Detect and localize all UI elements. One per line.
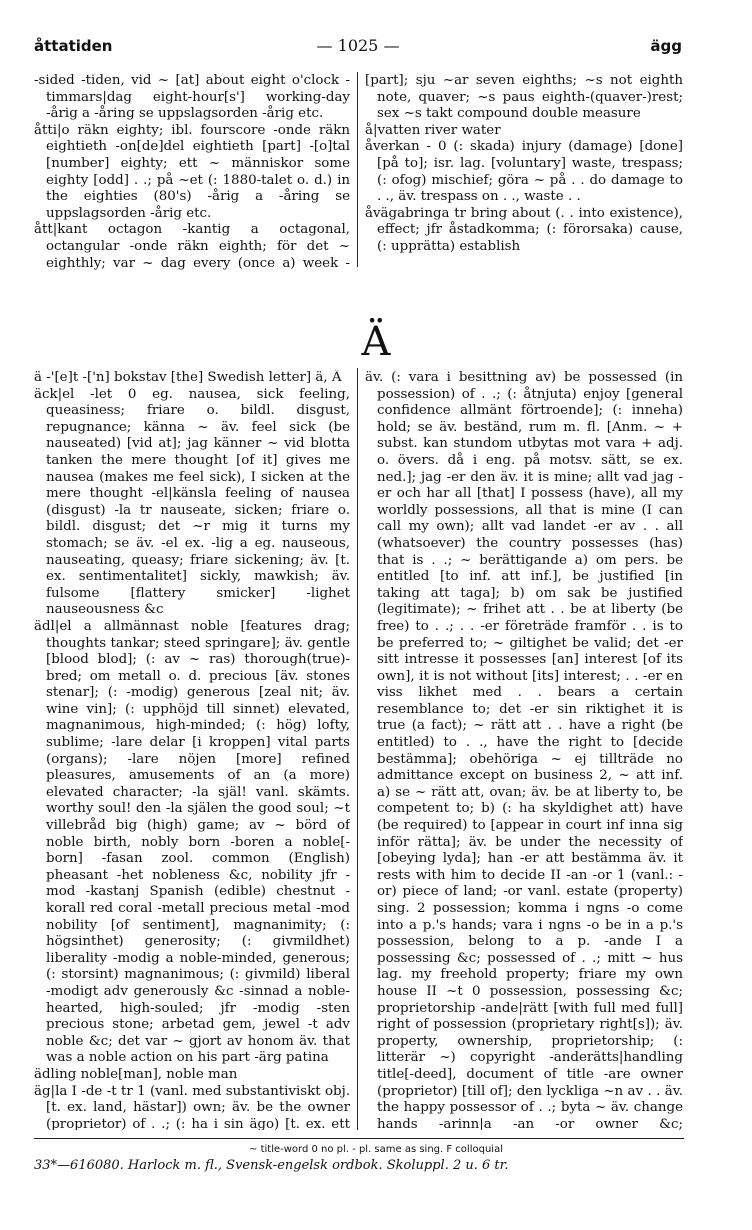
dictionary-entry: ått|kant octagon -kantig a octagonal, octangular -onde räkn eighth; för det ~ eighthly; var ~ dag every (once a) week - xyxy=(34,222,350,271)
header-left-guideword: åttatiden xyxy=(34,37,113,55)
bottom-right-column xyxy=(365,370,683,1130)
dictionary-entry: åverkan - 0 (: skada) injury (damage) [done] [på to]; isr. lag. [voluntary] waste, trespass; (: ofog) mischief; göra ~ på . . do damage to . ., äv. trespass on . ., waste . . xyxy=(365,139,683,205)
dictionary-entry: ädl|el a allmännast noble [features drag; thoughts tankar; steed springare]; äv. gentle [blood blod]; (: av ~ ras) thorough(true)-bred; om metall o. d. precious [äv. stones stenar]; (: -modig) generous [zeal nit; äv. wine vin]; (: upphöjd till sinnet) elevated, magnanimous, high-minded; (: hög) lofty, sublime; -lare delar [i kroppen] vital parts (organs); -lare nöjen [more] refined pleasures, amusements of an (a more) elevated character; -la själ! vanl. skämts. worthy soul! den -la själen the good soul; ~t villebråd big (high) game; av ~ börd of noble birth, nobly born -boren a noble[-born] -fasan zool. common (English) pheasant -het nobleness &c, nobility jfr -mod -kastanj Spanish (edible) chestnut -korall red coral -metall precious metal -mod nobility [of sentiment], magnanimity; (: högsinthet) generosity; (: givmildhet) liberality -modig a noble-minded, generous; (: storsint) magnanimous; (: givmild) liberal -modigt adv generously &c -sinnad a noble-hearted, high-souled; jfr -modig -sten precious stone; arbetad gem, jewel -t adv noble &c; det var ~ gjort av honom äv. that was a noble action on his part -ärg patina xyxy=(34,618,350,1066)
page-header xyxy=(34,38,682,60)
dictionary-entry: -sided -tiden, vid ~ [at] about eight o'clock -timmars|dag eight-hour[s'] working-day -årig a -åring se uppslagsorden -årig etc. xyxy=(34,73,350,122)
dictionary-entry: äv. (: vara i besittning av) be possessed (in possession) of . .; (: åtnjuta) enjoy [general confidence allmänt förtroende]; (: inneha) hold; se äv. beständ, rum m. fl. [Anm. ~ + subst. kan stundom utbytas mot vara + adj. o. övers. då i eng. på motsv. sätt, se ex. ned.]; jag -er den äv. it is mine; allt vad jag -er och har all [that] I possess (have), all my worldly possessions, all that is mine (I can call my own); allt vad landet -er av . . all (whatsoever) the country possesses (has) that is . .; ~ berättigande a) om pers. be entitled [to inf. att inf.], be justified [in taking att taga]; b) om sak be justified (legitimate); ~ frihet att . . be at liberty (be free) to . .; . . -er företräde framför . . is to be preferred to; ~ giltighet be valid; det -er sitt intresse it possesses [an] interest [of its own], it is not without [its] interest; . . -er en viss likhet med . . bears a certain resemblance to; det -er sin riktighet it is true (a fact); ~ rätt att . . have a right (be entitled) to . ., have the right to [decide bestämma]; obehöriga ~ ej tillträde no admittance except on business 2, ~ att inf. a) se ~ rätt att, ovan; äv. be at liberty to, be competent to; b) (: ha skyldighet att) have (be required) to [appear in court inf inna sig inför rätta]; äv. be under the necessity of [obeying lyda]; han -er att bestämma äv. it rests with him to decide II -an -or 1 (vanl.: -or) piece of land; -or vanl. estate (property) sing. 2 possession; komma i ngns -o come into a p.'s hands; vara i ngns -o be in a p.'s possession, belong to a p. -ande I a possessing &c; possessed of . .; mitt ~ hus lag. my freehold property; friare my own house II ~t 0 possession, possessing &c; proprietorship -ande|rätt [with full med full] right of possession (proprietary right[s]); äv. property, ownership, proprietorship; (: litterär ~) copyright -anderätts|handling title[-deed], document of title -are owner (proprietor) [till of]; den lyckliga ~n av . . äv. the happy possessor of . .; byta ~ äv. change hands -arinn|a -an -or owner &c; xyxy=(365,370,683,1130)
footer-rule xyxy=(34,1138,684,1139)
dictionary-entry: ädling noble[man], noble man xyxy=(34,1066,238,1082)
dictionary-entry: äg|la I -de -t tr 1 (vanl. med substantiviskt obj. [t. ex. land, hästar]) own; äv. be the owner (proprietor) of . .; (: ha i sin ägo) [t. ex. ett xyxy=(34,1083,350,1130)
header-right-guideword: ägg xyxy=(650,37,682,55)
dictionary-entry: [part]; sju ~ar seven eighths; ~s not eighth note, quaver; ~s paus eighth-(quaver-)rest; sex ~s takt compound double measure xyxy=(365,73,683,122)
top-left-column xyxy=(34,73,350,273)
abbreviation-legend: ~ title-word 0 no pl. - pl. same as sing. F colloquial xyxy=(249,1144,503,1155)
dictionary-entry: å|vatten river water xyxy=(365,122,501,138)
dictionary-entry: åtti|o räkn eighty; ibl. fourscore -onde räkn eightieth -on[de]del eightieth [part] -[o]tal [number] eighty; ett ~ människor some eighty [odd] . .; på ~et (: 1880-talet o. d.) in the eighties (80's) -årig a -åring se uppslagsorden -årig etc. xyxy=(34,122,350,221)
column-divider xyxy=(357,72,358,267)
dictionary-entry: ä -'[e]t -['n] bokstav [the] Swedish letter] ä, Ä xyxy=(34,370,342,385)
top-right-column xyxy=(365,73,683,273)
column-divider xyxy=(357,368,358,1130)
dictionary-entry: åvägabringa tr bring about (. . into existence), effect; jfr åstadkomma; (: förorsaka) cause, (: upprätta) establish xyxy=(365,205,683,254)
section-letter: Ä xyxy=(361,319,391,365)
bottom-left-column xyxy=(34,370,350,1130)
dictionary-entry: äck|el -let 0 eg. nausea, sick feeling, queasiness; friare o. bildl. disgust, repugnance; känna ~ äv. feel sick (be nauseated) [vid at]; jag känner ~ vid blotta tanken the mere thought [of it] gives me nausea (makes me feel sick), I sicken at the mere thought -el|känsla feeling of nausea (disgust) -la tr nauseate, sicken; friare o. bildl. disgust; det ~r mig it turns my stomach; se äv. -el ex. -lig a eg. nauseous, nauseating, queasy; friare sickening; äv. [t. ex. sentimentalitet] sickly, mawkish; äv. fulsome [flattery smicker] -lighet nauseousness &c xyxy=(34,386,350,618)
printer-imprint: 33*—616080. Harlock m. fl., Svensk-engelsk ordbok. Skoluppl. 2 u. 6 tr. xyxy=(34,1158,509,1173)
page-number: — 1025 — xyxy=(316,36,400,55)
